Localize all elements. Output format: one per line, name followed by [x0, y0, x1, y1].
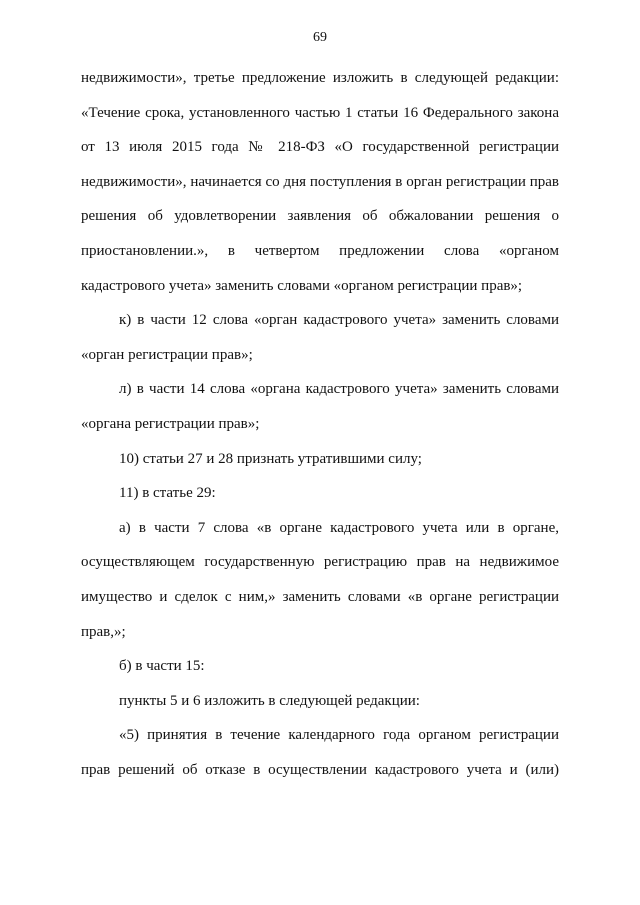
text-line: а) в части 7 слова «в органе кадастрового учета или в органе,: [119, 519, 559, 536]
page-number: 69: [313, 30, 327, 45]
text-line: недвижимости», третье предложение изложить в следующей редакции:: [81, 70, 559, 86]
text-line: к) в части 12 слова «орган кадастрового учета» заменить словами: [119, 312, 559, 329]
text-line: осуществляющем государственную регистрацию прав на недвижимое: [81, 554, 559, 571]
text-line: 10) статьи 27 и 28 признать утратившими силу;: [119, 450, 422, 467]
text-line: кадастрового учета» заменить словами «органом регистрации прав»;: [81, 277, 523, 294]
text-line: приостановлении.», в четвертом предложении слова «органом: [81, 242, 559, 259]
document-body: [81, 61, 559, 787]
text-line: «органа регистрации прав»;: [81, 415, 260, 432]
text-line: решения об удовлетворении заявления об обжаловании решения о: [81, 208, 559, 225]
text-line: прав,»;: [81, 623, 126, 640]
text-line: л) в части 14 слова «органа кадастрового учета» заменить словами: [119, 381, 559, 398]
text-line: от 13 июля 2015 года № 218-ФЗ «О государственной регистрации: [81, 139, 559, 156]
text-line: «5) принятия в течение календарного года органом регистрации: [119, 727, 559, 744]
text-line: пункты 5 и 6 изложить в следующей редакции:: [119, 692, 420, 709]
text-line: 11) в статье 29:: [119, 485, 216, 502]
text-line: б) в части 15:: [119, 658, 205, 675]
text-line: имущество и сделок с ним,» заменить словами «в органе регистрации: [81, 588, 559, 605]
text-line: «орган регистрации прав»;: [81, 346, 253, 363]
text-line: прав решений об отказе в осуществлении кадастрового учета и (или): [81, 761, 559, 778]
text-line: «Течение срока, установленного частью 1 статьи 16 Федерального закона: [81, 104, 559, 121]
text-line: недвижимости», начинается со дня поступления в орган регистрации прав: [81, 173, 559, 190]
